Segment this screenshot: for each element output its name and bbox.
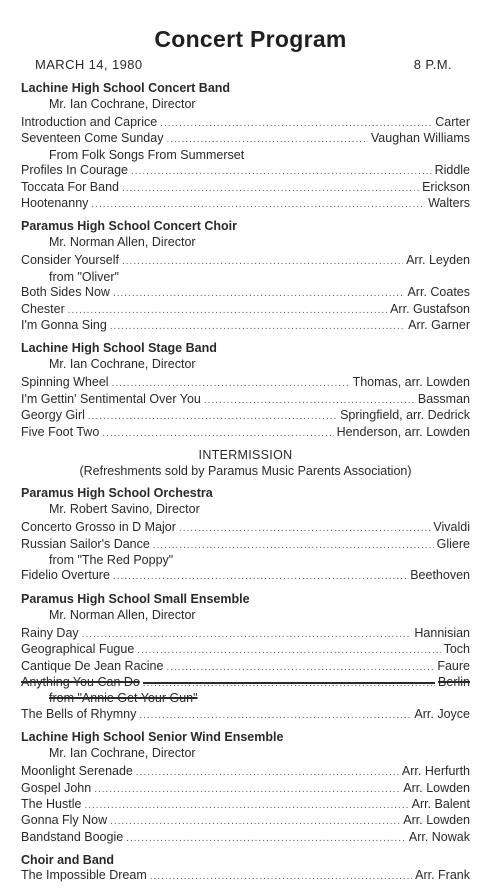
piece-composer: Arr. Gustafson	[390, 301, 470, 316]
dot-leader	[136, 765, 399, 780]
program-item	[21, 626, 470, 642]
program-section	[21, 591, 470, 723]
program-item	[21, 163, 470, 179]
program-item	[21, 707, 470, 723]
dot-leader	[139, 708, 411, 723]
piece-composer: Arr. Balent	[411, 796, 470, 811]
program-item	[21, 537, 470, 553]
section-director: Mr. Norman Allen, Director	[49, 235, 196, 250]
piece-composer: Arr. Garner	[408, 318, 470, 333]
piece-composer: Arr. Herfurth	[401, 764, 470, 779]
piece-title: Introduction and Caprice	[21, 115, 158, 129]
piece-title: Moonlight Serenade	[21, 764, 133, 779]
program-section	[21, 340, 470, 441]
piece-title: The Hustle	[21, 796, 82, 811]
piece-composer: Berlin	[438, 674, 470, 689]
program-section	[21, 485, 470, 585]
piece-composer: Springfield, arr. Dedrick	[340, 408, 470, 423]
program-item	[21, 830, 470, 846]
piece-composer: Bassman	[417, 391, 470, 406]
piece-composer: Vaughan Williams	[370, 131, 470, 146]
program-item	[21, 659, 470, 675]
dot-leader	[84, 798, 408, 813]
program-item	[21, 115, 470, 131]
piece-title: Cantique De Jean Racine	[21, 658, 164, 673]
piece-composer: Arr. Lowden	[403, 813, 470, 828]
piece-title: The Impossible Dream	[21, 868, 147, 883]
piece-composer: Toch	[443, 642, 470, 657]
dot-leader	[82, 627, 412, 642]
section-title: Paramus High School Concert Choir	[21, 219, 238, 234]
dot-leader	[113, 569, 407, 584]
piece-title: Hootenanny	[21, 196, 89, 211]
dot-leader	[122, 254, 403, 269]
program-item	[21, 425, 470, 441]
piece-composer: Thomas, arr. Lowden	[352, 375, 470, 390]
section-title: Lachine High School Concert Band	[21, 81, 231, 95]
date-time-row	[21, 57, 470, 72]
piece-composer: Arr. Lowden	[403, 780, 470, 795]
piece-title: Anything You Can Do	[21, 674, 140, 689]
program-section	[21, 218, 470, 334]
dot-leader	[112, 376, 350, 391]
program-before-intermission	[21, 80, 470, 441]
piece-title: Rainy Day	[21, 625, 79, 640]
dot-leader	[131, 164, 432, 179]
section-title: Paramus High School Orchestra	[21, 486, 213, 501]
program-item	[21, 520, 470, 536]
dot-leader	[88, 409, 337, 424]
piece-title: Bandstand Boogie	[21, 829, 124, 844]
program-item	[21, 318, 470, 334]
piece-composer: Arr. Frank	[415, 868, 470, 883]
intermission-heading: INTERMISSION	[198, 448, 293, 463]
piece-subtitle: From Folk Songs From Summerset	[49, 147, 245, 162]
program-item	[21, 131, 470, 147]
piece-composer: Gliere	[436, 536, 470, 551]
piece-subtitle: from "The Red Poppy"	[49, 552, 174, 567]
piece-composer: Arr. Coates	[407, 285, 470, 300]
program-section	[21, 852, 470, 884]
program-item	[21, 196, 470, 212]
dot-leader	[126, 831, 406, 846]
piece-composer: Hannisian	[414, 625, 470, 640]
piece-title: Geographical Fugue	[21, 642, 135, 657]
program-item	[21, 675, 470, 691]
section-title: Choir and Band	[21, 853, 115, 868]
program-item	[21, 180, 470, 196]
program-item	[21, 568, 470, 584]
piece-title: Fidelio Overture	[21, 568, 110, 583]
dot-leader	[122, 181, 419, 196]
intermission-note: (Refreshments sold by Paramus Music Parents Association)	[79, 464, 412, 479]
piece-composer: Henderson, arr. Lowden	[336, 424, 470, 439]
page-title: Concert Program	[154, 26, 347, 52]
piece-title: Concerto Grosso in D Major	[21, 520, 176, 535]
program-item	[21, 642, 470, 658]
piece-title: Consider Yourself	[21, 253, 119, 268]
piece-composer: Beethoven	[410, 568, 470, 583]
dot-leader	[150, 869, 412, 884]
section-director: Mr. Ian Cochrane, Director	[49, 357, 196, 372]
piece-title: Toccata For Band	[21, 179, 119, 194]
piece-title: Georgy Girl	[21, 408, 85, 423]
piece-composer: Faure	[437, 658, 470, 673]
dot-leader	[179, 521, 430, 536]
section-director: Mr. Norman Allen, Director	[49, 607, 196, 622]
piece-subtitle: from "Annie Get Your Gun"	[49, 691, 198, 706]
piece-title: Russian Sailor's Dance	[21, 536, 150, 551]
concert-date: MARCH 14, 1980	[35, 57, 143, 72]
program-item	[21, 392, 470, 408]
piece-title: Spinning Wheel	[21, 375, 109, 390]
piece-title: I'm Gettin' Sentimental Over You	[21, 391, 201, 406]
dot-leader	[204, 393, 415, 408]
dot-leader	[110, 319, 405, 334]
section-title: Lachine High School Senior Wind Ensemble	[21, 730, 284, 745]
piece-composer: Arr. Joyce	[414, 706, 470, 721]
section-director: Mr. Ian Cochrane, Director	[49, 746, 196, 761]
piece-title: Gonna Fly Now	[21, 813, 108, 828]
piece-title: Five Foot Two	[21, 424, 100, 439]
dot-leader	[153, 538, 434, 553]
program-item	[21, 302, 470, 318]
piece-title: I'm Gonna Sing	[21, 318, 107, 333]
piece-title: Gospel John	[21, 780, 92, 795]
dot-leader	[91, 197, 425, 212]
program-item	[21, 813, 470, 829]
dot-leader	[143, 676, 435, 691]
program-item	[21, 253, 470, 269]
program-item	[21, 868, 470, 884]
program-section	[21, 80, 470, 212]
program-item	[21, 797, 470, 813]
piece-title: Both Sides Now	[21, 285, 110, 300]
dot-leader	[110, 814, 400, 829]
program-item	[21, 781, 470, 797]
program-item	[21, 375, 470, 391]
section-director: Mr. Robert Savino, Director	[49, 502, 200, 517]
program-section	[21, 729, 470, 846]
piece-composer: Vivaldi	[433, 520, 470, 535]
piece-composer: Carter	[435, 115, 470, 129]
dot-leader	[137, 643, 440, 658]
dot-leader	[113, 286, 405, 301]
piece-composer: Riddle	[434, 163, 470, 178]
program-item	[21, 285, 470, 301]
dot-leader	[94, 782, 400, 797]
piece-title: Profiles In Courage	[21, 163, 129, 178]
piece-title: Chester	[21, 301, 65, 316]
piece-composer: Arr. Leyden	[406, 253, 470, 268]
piece-subtitle: from "Oliver"	[49, 269, 119, 284]
dot-leader	[102, 426, 333, 441]
program-after-intermission	[21, 485, 470, 885]
section-title: Paramus High School Small Ensemble	[21, 591, 250, 606]
section-title: Lachine High School Stage Band	[21, 341, 217, 356]
program-item	[21, 764, 470, 780]
piece-title: Seventeen Come Sunday	[21, 131, 164, 146]
section-director: Mr. Ian Cochrane, Director	[49, 97, 196, 111]
piece-composer: Arr. Nowak	[408, 829, 470, 844]
dot-leader	[166, 660, 434, 675]
piece-title: The Bells of Rhymny	[21, 706, 137, 721]
dot-leader	[160, 116, 432, 131]
dot-leader	[166, 132, 367, 147]
piece-composer: Walters	[428, 196, 470, 211]
program-item	[21, 408, 470, 424]
dot-leader	[68, 303, 387, 318]
concert-time: 8 P.M.	[413, 57, 452, 72]
piece-composer: Erickson	[422, 179, 470, 194]
